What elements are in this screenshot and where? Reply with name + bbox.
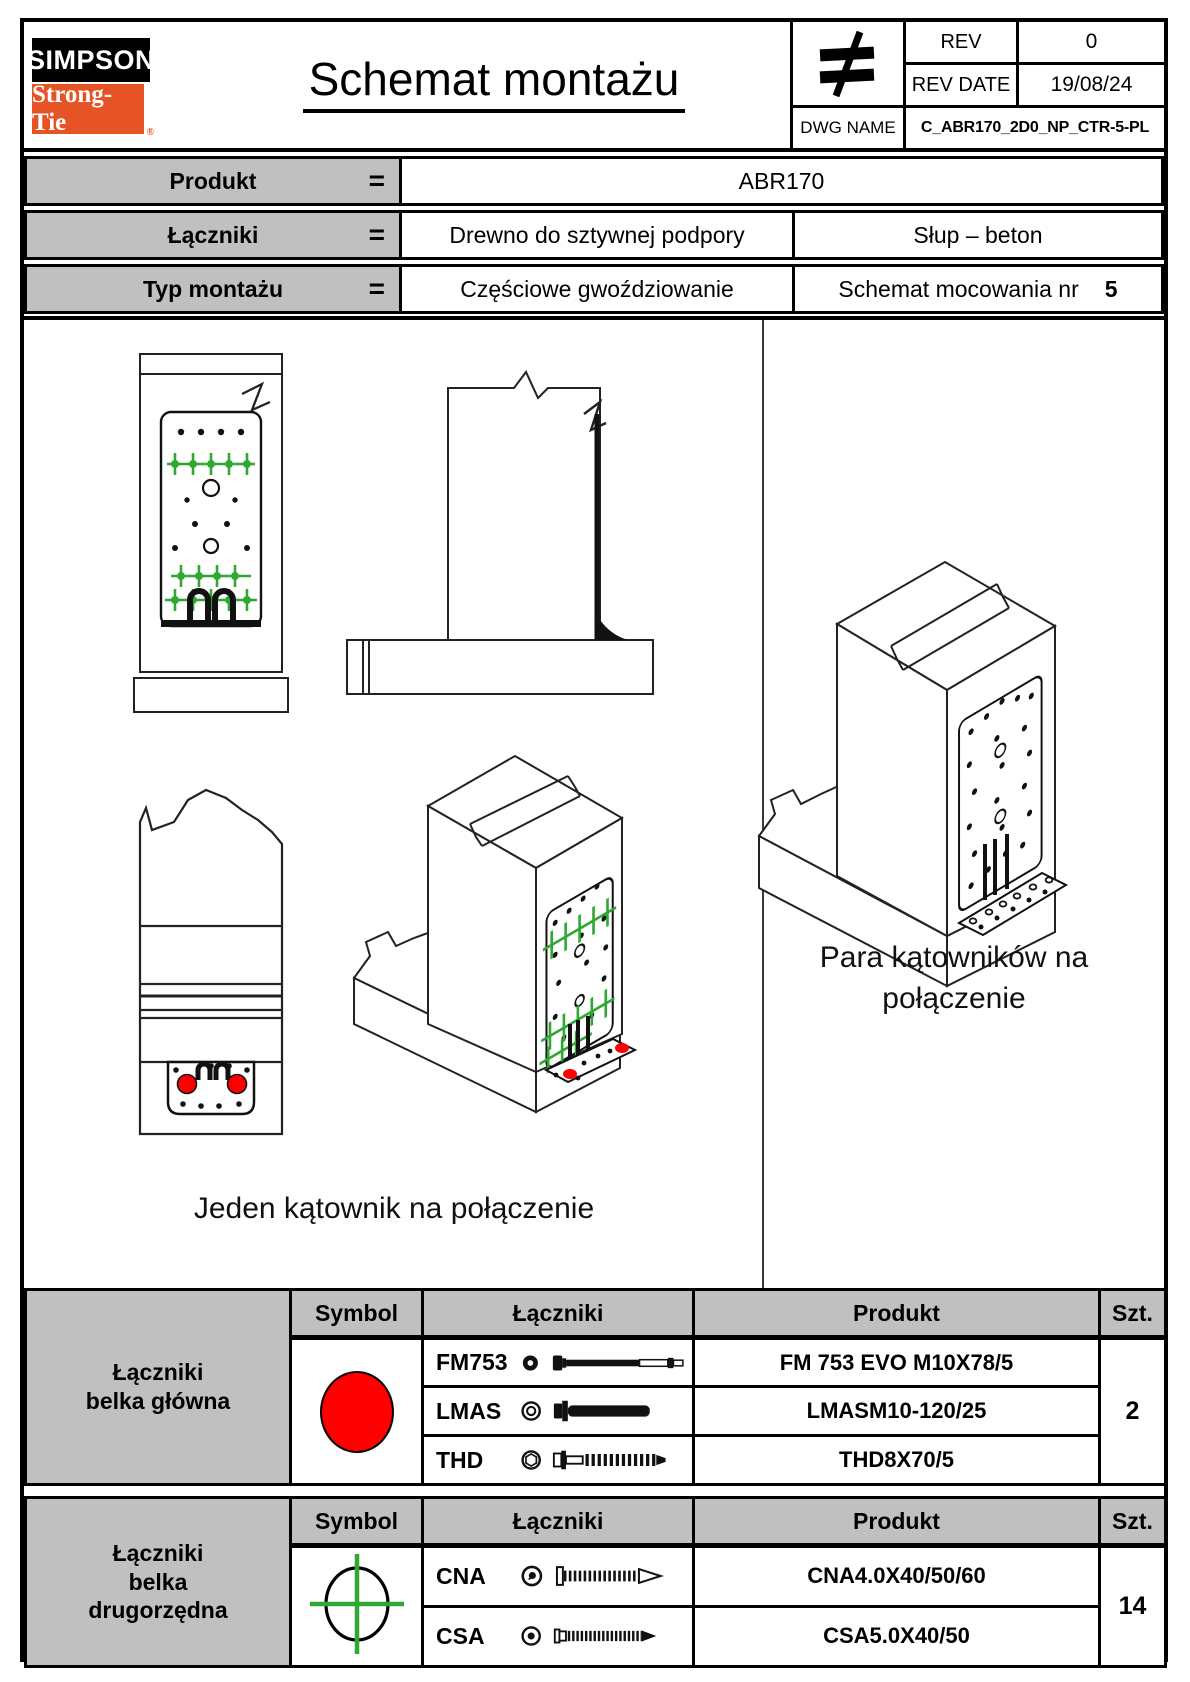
col-header-product: Produkt [694,1498,1100,1546]
rev-value: 0 [1016,22,1164,65]
cna-head-icon [520,1564,544,1588]
thd-screw-icon [552,1446,692,1474]
product-name: CSA5.0X40/50 [694,1606,1100,1667]
equals-sign: = [368,273,385,304]
fastener-code: FM753 [436,1349,508,1375]
anchor-dot-red [563,1069,577,1079]
rev-date-value: 19/08/24 [1016,65,1164,108]
lmas-bolt-icon [552,1397,692,1425]
dwg-name-value: C_ABR170_2D0_NP_CTR-5-PL [903,108,1164,148]
fastener-code: CSA [436,1622,485,1649]
drawing-area [24,316,1164,1288]
fasteners-label-cell [27,213,402,257]
qty-main-beam: 2 [1100,1338,1166,1485]
front-view-drawing [130,348,294,736]
caption-single-bracket: Jeden kątownik na połączenie [193,1192,595,1225]
main-beam-symbol-cell [291,1338,423,1485]
product-row [24,156,1164,206]
col-header-qty: Szt. [1100,1290,1166,1338]
csa-head-icon [520,1624,542,1648]
product-value: ABR170 [738,167,825,194]
fastener-code: THD [436,1446,484,1473]
equals-sign: = [368,219,385,250]
anchor-dot-red [178,1075,197,1094]
dwg-name-label: DWG NAME [790,108,903,148]
broken-plan-view-drawing [130,760,294,1142]
mount-scheme-number: 5 [1104,275,1118,302]
mount-type-label: Typ montażu [142,275,284,302]
strongtie-logo-text [32,81,154,138]
col-header-symbol: Symbol [291,1290,423,1338]
group-label-secondary-beam: Łączniki belka drugorzędna [26,1498,291,1667]
main-beam-fastener-table [24,1288,1167,1486]
col-header-qty: Szt. [1100,1498,1166,1546]
col-header-fasteners: Łączniki [423,1290,694,1338]
fastener-code: LMAS [436,1397,502,1424]
fastener-cell [423,1606,694,1667]
fm753-head-icon [520,1352,541,1374]
qty-secondary-beam: 14 [1100,1546,1166,1667]
sheet-header [24,22,1164,152]
caption-pair-bracket [754,938,1154,1019]
page-title: Schemat montażu [303,53,686,113]
fasteners-value-left: Drewno do sztywnej podpory [402,213,795,257]
fasteners-row [24,210,1164,260]
title-wrap [224,52,764,106]
lmas-head-icon [520,1399,542,1423]
isometric-single-bracket-drawing [330,694,690,1114]
anchor-dot-red [615,1043,629,1053]
fasteners-value-right: Słup – beton [913,221,1043,248]
mount-type-row [24,264,1164,314]
equals-sign: = [368,165,385,196]
not-equal-glyph [812,28,884,100]
anchor-dot-red [228,1075,247,1094]
isometric-pair-bracket-drawing [745,484,1077,1004]
fastener-code: CNA [436,1562,486,1589]
product-name: LMASM10-120/25 [694,1387,1100,1436]
col-header-product: Produkt [694,1290,1100,1338]
fasteners-label: Łączniki [167,221,259,248]
mount-type-label-cell [27,267,402,311]
csa-screw-icon [552,1622,692,1650]
thd-head-icon [520,1448,542,1472]
side-view-drawing [344,350,656,700]
col-header-fasteners: Łączniki [423,1498,694,1546]
fastener-cell [423,1436,694,1485]
simpson-logo-text: SIMPSON [32,38,150,82]
red-circle-icon [320,1371,394,1453]
simpson-strongtie-logo [26,38,156,138]
registered-mark: ® [146,127,154,138]
strongtie-wordmark: Strong-Tie [32,81,113,136]
cna-nail-icon [554,1562,692,1590]
fm753-bolt-icon [551,1350,692,1376]
secondary-beam-symbol-cell [291,1546,423,1667]
fastener-cell [423,1338,694,1387]
fastener-cell [423,1387,694,1436]
caption-pair-line2: połączenie [882,981,1026,1015]
mount-scheme-cell [795,267,1161,311]
not-equal-icon [790,22,903,108]
caption-pair-line1: Para kątowników na [819,941,1089,974]
product-name: THD8X70/5 [694,1436,1100,1485]
title-block [790,22,1164,148]
rev-label: REV [903,22,1016,65]
secondary-beam-fastener-table [24,1496,1167,1668]
fastener-cell [423,1546,694,1607]
col-header-symbol: Symbol [291,1498,423,1546]
product-name: CNA4.0X40/50/60 [694,1546,1100,1607]
product-name: FM 753 EVO M10X78/5 [694,1338,1100,1387]
mount-type-value-left: Częściowe gwoździowanie [402,267,795,311]
group-label-main-beam: Łączniki belka główna [26,1290,291,1485]
rev-date-label: REV DATE [903,65,1016,108]
mount-scheme-label: Schemat mocowania nr [838,275,1079,302]
product-label-cell [27,159,402,203]
green-crosshair-circle-icon [302,1548,412,1660]
sheet-frame [20,18,1168,1662]
product-label: Produkt [169,167,257,194]
